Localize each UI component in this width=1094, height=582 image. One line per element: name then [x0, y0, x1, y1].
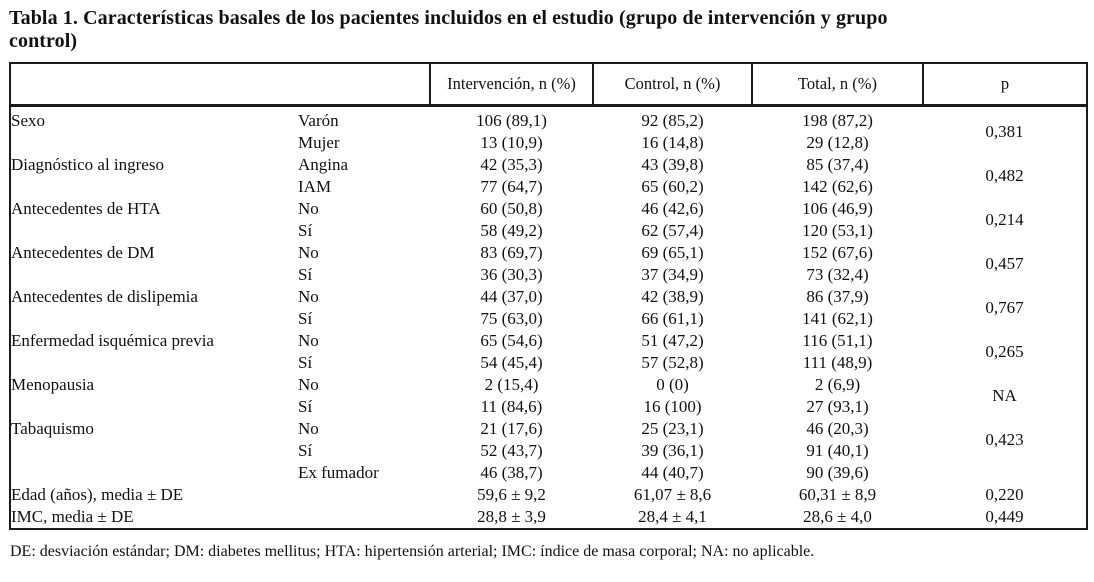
- p-value: 0,482: [985, 166, 1024, 185]
- cell-value: 46 (20,3): [806, 419, 869, 438]
- row-label: Diagnóstico al ingreso: [11, 155, 164, 174]
- table-row: [10, 330, 1087, 352]
- table-title: [9, 7, 1086, 53]
- cell-value: 46 (42,6): [641, 199, 704, 218]
- p-value: 0,265: [985, 342, 1024, 361]
- cell-value: 111 (48,9): [802, 353, 873, 372]
- table-row: [10, 286, 1087, 308]
- cell-value: 52 (43,7): [480, 441, 543, 460]
- cell-value: 116 (51,1): [802, 331, 873, 350]
- cell-value: 29 (12,8): [806, 133, 869, 152]
- row-category: Mujer: [298, 133, 340, 152]
- cell-value: 120 (53,1): [802, 221, 873, 240]
- row-label: Antecedentes de dislipemia: [11, 287, 198, 306]
- table-row: [10, 106, 1087, 133]
- row-category: No: [298, 199, 319, 218]
- cell-value: 66 (61,1): [641, 309, 704, 328]
- cell-value: 62 (57,4): [641, 221, 704, 240]
- cell-value: 92 (85,2): [641, 111, 704, 130]
- row-category: Sí: [298, 221, 313, 240]
- cell-value: 11 (84,6): [480, 397, 543, 416]
- row-label: Sexo: [11, 111, 45, 130]
- cell-value: 28,8 ± 3,9: [477, 507, 546, 526]
- table-title-line-2: control): [9, 30, 78, 52]
- row-label: IMC, media ± DE: [11, 507, 134, 526]
- cell-value: 54 (45,4): [480, 353, 543, 372]
- table-row: [10, 506, 1087, 529]
- cell-value: 39 (36,1): [641, 441, 704, 460]
- cell-value: 16 (14,8): [641, 133, 704, 152]
- p-value: 0,423: [985, 430, 1024, 449]
- cell-value: 51 (47,2): [641, 331, 704, 350]
- row-category: No: [298, 243, 319, 262]
- cell-value: 60 (50,8): [480, 199, 543, 218]
- row-category: Sí: [298, 265, 313, 284]
- cell-value: 16 (100): [643, 397, 702, 416]
- row-label: Edad (años), media ± DE: [11, 485, 184, 504]
- table-title-line-1: Tabla 1. Características basales de los pacientes incluidos en el estudio (grupo de intervención y grupo: [9, 7, 888, 29]
- table-header: [10, 63, 1087, 106]
- column-header-total-n: Total, n (%): [752, 63, 923, 106]
- table-body: [10, 106, 1087, 530]
- cell-value: 90 (39,6): [806, 463, 869, 482]
- cell-value: 85 (37,4): [806, 155, 869, 174]
- cell-value: 83 (69,7): [480, 243, 543, 262]
- column-header-control-n: Control, n (%): [593, 63, 752, 106]
- p-value: 0,214: [985, 210, 1024, 229]
- cell-value: 65 (60,2): [641, 177, 704, 196]
- column-header-empty: [10, 63, 430, 106]
- cell-value: 21 (17,6): [480, 419, 543, 438]
- cell-value: 42 (38,9): [641, 287, 704, 306]
- cell-value: 42 (35,3): [480, 155, 543, 174]
- cell-value: 86 (37,9): [806, 287, 869, 306]
- header-row: [10, 63, 1087, 106]
- row-category: No: [298, 375, 319, 394]
- row-category: No: [298, 331, 319, 350]
- cell-value: 37 (34,9): [641, 265, 704, 284]
- baseline-characteristics-table: [9, 62, 1088, 530]
- row-label: Antecedentes de DM: [11, 243, 155, 262]
- cell-value: 106 (89,1): [476, 111, 547, 130]
- row-category: Sí: [298, 397, 313, 416]
- cell-value: 141 (62,1): [802, 309, 873, 328]
- row-label: Antecedentes de HTA: [11, 199, 161, 218]
- cell-value: 28,6 ± 4,0: [803, 507, 872, 526]
- cell-value: 44 (40,7): [641, 463, 704, 482]
- cell-value: 46 (38,7): [480, 463, 543, 482]
- cell-value: 69 (65,1): [641, 243, 704, 262]
- cell-value: 0 (0): [656, 375, 689, 394]
- table-row: [10, 484, 1087, 506]
- p-value: 0,457: [985, 254, 1024, 273]
- cell-value: 2 (6,9): [814, 375, 861, 394]
- cell-value: 106 (46,9): [802, 199, 873, 218]
- cell-value: 59,6 ± 9,2: [477, 485, 546, 504]
- p-value: NA: [992, 386, 1017, 405]
- cell-value: 152 (67,6): [802, 243, 873, 262]
- table-row: [10, 242, 1087, 264]
- row-label: Enfermedad isquémica previa: [11, 331, 214, 350]
- row-category: Sí: [298, 309, 313, 328]
- table-row: [10, 198, 1087, 220]
- cell-value: 28,4 ± 4,1: [638, 507, 707, 526]
- cell-value: 43 (39,8): [641, 155, 704, 174]
- cell-value: 2 (15,4): [484, 375, 539, 394]
- row-category: Angina: [298, 155, 349, 174]
- cell-value: 75 (63,0): [480, 309, 543, 328]
- p-value: 0,449: [985, 507, 1024, 526]
- p-value: 0,220: [985, 485, 1024, 504]
- cell-value: 198 (87,2): [802, 111, 873, 130]
- row-category: No: [298, 419, 319, 438]
- cell-value: 57 (52,8): [641, 353, 704, 372]
- column-header-p: p: [923, 63, 1087, 106]
- table-row: [10, 154, 1087, 176]
- table-row: [10, 374, 1087, 396]
- cell-value: 91 (40,1): [806, 441, 869, 460]
- row-category: Sí: [298, 441, 313, 460]
- table-footnote: DE: desviación estándar; DM: diabetes mellitus; HTA: hipertensión arterial; IMC: índice de masa corporal; NA: no aplicable.: [10, 543, 815, 560]
- p-value: 0,767: [985, 298, 1024, 317]
- column-header-intervencio-n-n: Intervención, n (%): [430, 63, 593, 106]
- cell-value: 58 (49,2): [480, 221, 543, 240]
- cell-value: 77 (64,7): [480, 177, 543, 196]
- row-category: Varón: [298, 111, 339, 130]
- cell-value: 13 (10,9): [480, 133, 543, 152]
- table-row: [10, 418, 1087, 440]
- row-label: Menopausia: [11, 375, 95, 394]
- cell-value: 44 (37,0): [480, 287, 543, 306]
- cell-value: 61,07 ± 8,6: [633, 485, 712, 504]
- row-category: No: [298, 287, 319, 306]
- cell-value: 60,31 ± 8,9: [798, 485, 877, 504]
- cell-value: 36 (30,3): [480, 265, 543, 284]
- cell-value: 73 (32,4): [806, 265, 869, 284]
- cell-value: 142 (62,6): [802, 177, 873, 196]
- cell-value: 27 (93,1): [806, 397, 869, 416]
- p-value: 0,381: [985, 122, 1024, 141]
- row-label: Tabaquismo: [11, 419, 94, 438]
- row-category: IAM: [298, 177, 332, 196]
- cell-value: 65 (54,6): [480, 331, 543, 350]
- row-category: Sí: [298, 353, 313, 372]
- cell-value: 25 (23,1): [641, 419, 704, 438]
- p-value: [923, 462, 1087, 484]
- row-category: Ex fumador: [298, 463, 379, 482]
